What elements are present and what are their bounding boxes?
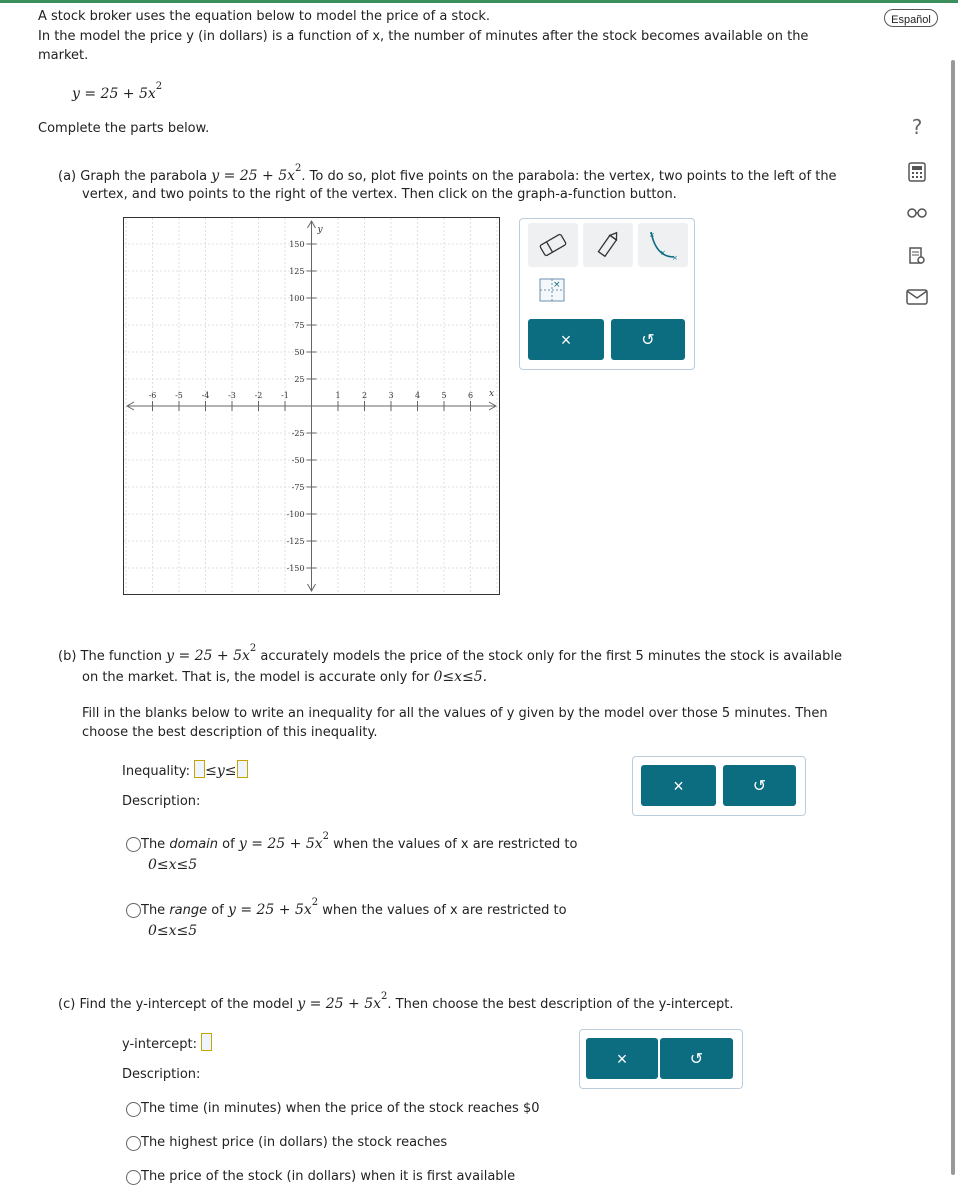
- part-b-option-domain: [141, 831, 578, 854]
- part-b-text-1-end: accurately models the price of the stock only for the first 5 minutes the stock is available: [260, 649, 842, 664]
- part-b-option-2-pre: The: [141, 903, 166, 918]
- part-c-text-1: Find the y-intercept of the model: [79, 997, 294, 1012]
- part-b-description-label: Description:: [122, 794, 201, 809]
- part-b-option-2-inequality: 0≤x≤5: [148, 923, 198, 939]
- instructions-prompt: Complete the parts below.: [38, 121, 210, 136]
- part-c-option-1-radio[interactable]: [126, 1102, 141, 1117]
- y-tick-label: 25: [294, 375, 305, 384]
- part-b-domain-inequality: 0≤x≤5.: [433, 669, 488, 685]
- part-b-option-2-of: of: [211, 903, 224, 918]
- y-tick-label: 50: [294, 348, 305, 357]
- y-tick-label: -75: [291, 483, 305, 492]
- part-b-clear-button[interactable]: ×: [641, 765, 716, 806]
- svg-text:×: ×: [672, 254, 678, 262]
- part-b-option-1-equation: $y = 25 + 5x^2$: [238, 831, 329, 852]
- part-b-option-range-radio[interactable]: [126, 903, 141, 918]
- y-tick-label: 75: [294, 321, 305, 330]
- eraser-icon: [528, 223, 578, 267]
- svg-text:×: ×: [660, 249, 666, 257]
- part-a-label: (a): [58, 169, 77, 184]
- part-c-clear-button[interactable]: ×: [586, 1038, 658, 1079]
- message-icon[interactable]: [900, 282, 934, 312]
- part-b-option-1-em: domain: [169, 837, 219, 852]
- eraser-tool[interactable]: [528, 223, 578, 267]
- x-tick-label: -2: [254, 391, 263, 400]
- calculator-icon[interactable]: [900, 157, 934, 187]
- part-b-option-1-of: of: [222, 837, 235, 852]
- part-a-equation: $y = 25 + 5x^2$: [211, 163, 302, 184]
- help-icon[interactable]: ?: [911, 115, 923, 139]
- x-tick-label: -6: [148, 391, 157, 400]
- part-c-option-3: The price of the stock (in dollars) when it is first available: [141, 1169, 516, 1184]
- part-b-option-1-post: when the values of x are restricted to: [333, 837, 578, 852]
- intro-line-1: A stock broker uses the equation below to model the price of a stock.: [38, 9, 491, 24]
- x-tick-label: 1: [335, 391, 341, 400]
- graph-clear-button[interactable]: ×: [528, 319, 604, 360]
- model-equation: $y = 25 + 5x^2$: [72, 81, 163, 102]
- inequality-label: Inequality:: [122, 764, 190, 779]
- y-tick-label: -100: [286, 510, 305, 519]
- part-a-line-2: vertex, and two points to the right of the vertex. Then click on the graph-a-function button.: [82, 187, 677, 202]
- part-c-label: (c): [58, 997, 76, 1012]
- part-b-answer-panel: [632, 756, 806, 816]
- intro-line-2: In the model the price y (in dollars) is a function of x, the number of minutes after the stock becomes available on the: [38, 29, 809, 44]
- part-b-option-1-inequality: 0≤x≤5: [148, 857, 198, 873]
- graph-function-tool[interactable]: [638, 223, 688, 267]
- x-tick-label: 6: [467, 391, 474, 400]
- svg-text:×: ×: [649, 231, 655, 239]
- part-b-option-domain-radio[interactable]: [126, 837, 141, 852]
- y-tick-label: -125: [286, 537, 305, 546]
- x-tick-label: 5: [441, 391, 447, 400]
- y-intercept-input[interactable]: [201, 1033, 212, 1051]
- part-c-option-1: The time (in minutes) when the price of the stock reaches $0: [141, 1101, 540, 1116]
- svg-text:×: ×: [553, 280, 561, 290]
- x-tick-label: -5: [175, 391, 183, 400]
- part-b-label: (b): [58, 649, 77, 664]
- part-c-description-label: Description:: [122, 1067, 201, 1082]
- part-b-option-2-equation: $y = 25 + 5x^2$: [227, 897, 319, 918]
- inequality-upper-input[interactable]: [237, 760, 248, 778]
- part-b-line-1: [58, 643, 842, 666]
- part-a-text-1: Graph the parabola: [80, 169, 208, 184]
- part-b-text-2: on the market. That is, the model is accurate only for: [82, 670, 430, 685]
- y-intercept-row: [122, 1033, 212, 1054]
- top-accent-bar: [0, 0, 958, 3]
- part-c-option-2: The highest price (in dollars) the stock reaches: [141, 1135, 448, 1150]
- part-a-text-1-end: . To do so, plot five points on the parabola: the vertex, two points to the left of the: [301, 169, 837, 184]
- part-b-equation: $y = 25 + 5x^2$: [166, 643, 257, 664]
- part-c-option-2-radio[interactable]: [126, 1136, 141, 1151]
- graph-undo-button[interactable]: ↺: [611, 319, 685, 360]
- scrollbar[interactable]: [951, 60, 955, 1175]
- x-tick-label: -3: [228, 391, 236, 400]
- part-a-line-1: [58, 163, 837, 186]
- y-tick-label: 125: [289, 267, 305, 276]
- y-tick-label: -25: [291, 429, 305, 438]
- part-c-option-3-radio[interactable]: [126, 1170, 141, 1185]
- parabola-icon: [638, 223, 688, 267]
- x-axis-label: x: [489, 389, 495, 399]
- graph-tool-panel: [519, 218, 695, 370]
- y-tick-label: 100: [289, 294, 305, 303]
- part-b-option-2-post: when the values of x are restricted to: [322, 903, 567, 918]
- part-b-line-4: choose the best description of this inequality.: [82, 725, 378, 740]
- part-c-line-1: [58, 991, 734, 1014]
- part-b-undo-button[interactable]: ↺: [723, 765, 796, 806]
- part-c-text-1-end: . Then choose the best description of the y-intercept.: [387, 997, 734, 1012]
- y-intercept-label: y-intercept:: [122, 1037, 198, 1052]
- inequality-row: [122, 760, 248, 781]
- part-b-line-2: [82, 668, 487, 687]
- part-c-undo-button[interactable]: ↺: [660, 1038, 733, 1079]
- x-tick-label: -1: [281, 391, 289, 400]
- graph-svg[interactable]: [124, 218, 499, 594]
- inequality-middle: ≤y≤: [205, 763, 237, 779]
- y-tick-label: 150: [289, 240, 305, 249]
- x-tick-label: -4: [201, 391, 210, 400]
- graph-canvas[interactable]: [123, 217, 500, 595]
- intro-line-3: market.: [38, 48, 89, 63]
- y-tick-label: -50: [291, 456, 305, 465]
- grid-tool[interactable]: [538, 276, 566, 304]
- part-b-option-range: [141, 897, 567, 920]
- pencil-tool[interactable]: [583, 223, 633, 267]
- part-c-answer-panel: [579, 1029, 743, 1089]
- textbook-icon[interactable]: [900, 241, 934, 271]
- grid-icon: [538, 276, 566, 304]
- glasses-icon[interactable]: [900, 198, 934, 228]
- y-tick-label: -150: [286, 564, 305, 573]
- part-c-equation: $y = 25 + 5x^2$: [297, 991, 388, 1012]
- x-tick-label: 4: [414, 391, 421, 400]
- y-axis-label: y: [317, 225, 323, 235]
- part-b-option-2-em: range: [169, 903, 208, 918]
- part-b-text-1: The function: [80, 649, 162, 664]
- inequality-lower-input[interactable]: [194, 760, 205, 778]
- part-b-line-3: Fill in the blanks below to write an inequality for all the values of y given by the model over those 5 minutes. Then: [82, 706, 828, 721]
- language-button[interactable]: Español: [884, 9, 938, 27]
- pencil-icon: [583, 223, 633, 267]
- x-tick-label: 2: [361, 391, 368, 400]
- part-b-option-1-pre: The: [141, 837, 166, 852]
- x-tick-label: 3: [388, 391, 394, 400]
